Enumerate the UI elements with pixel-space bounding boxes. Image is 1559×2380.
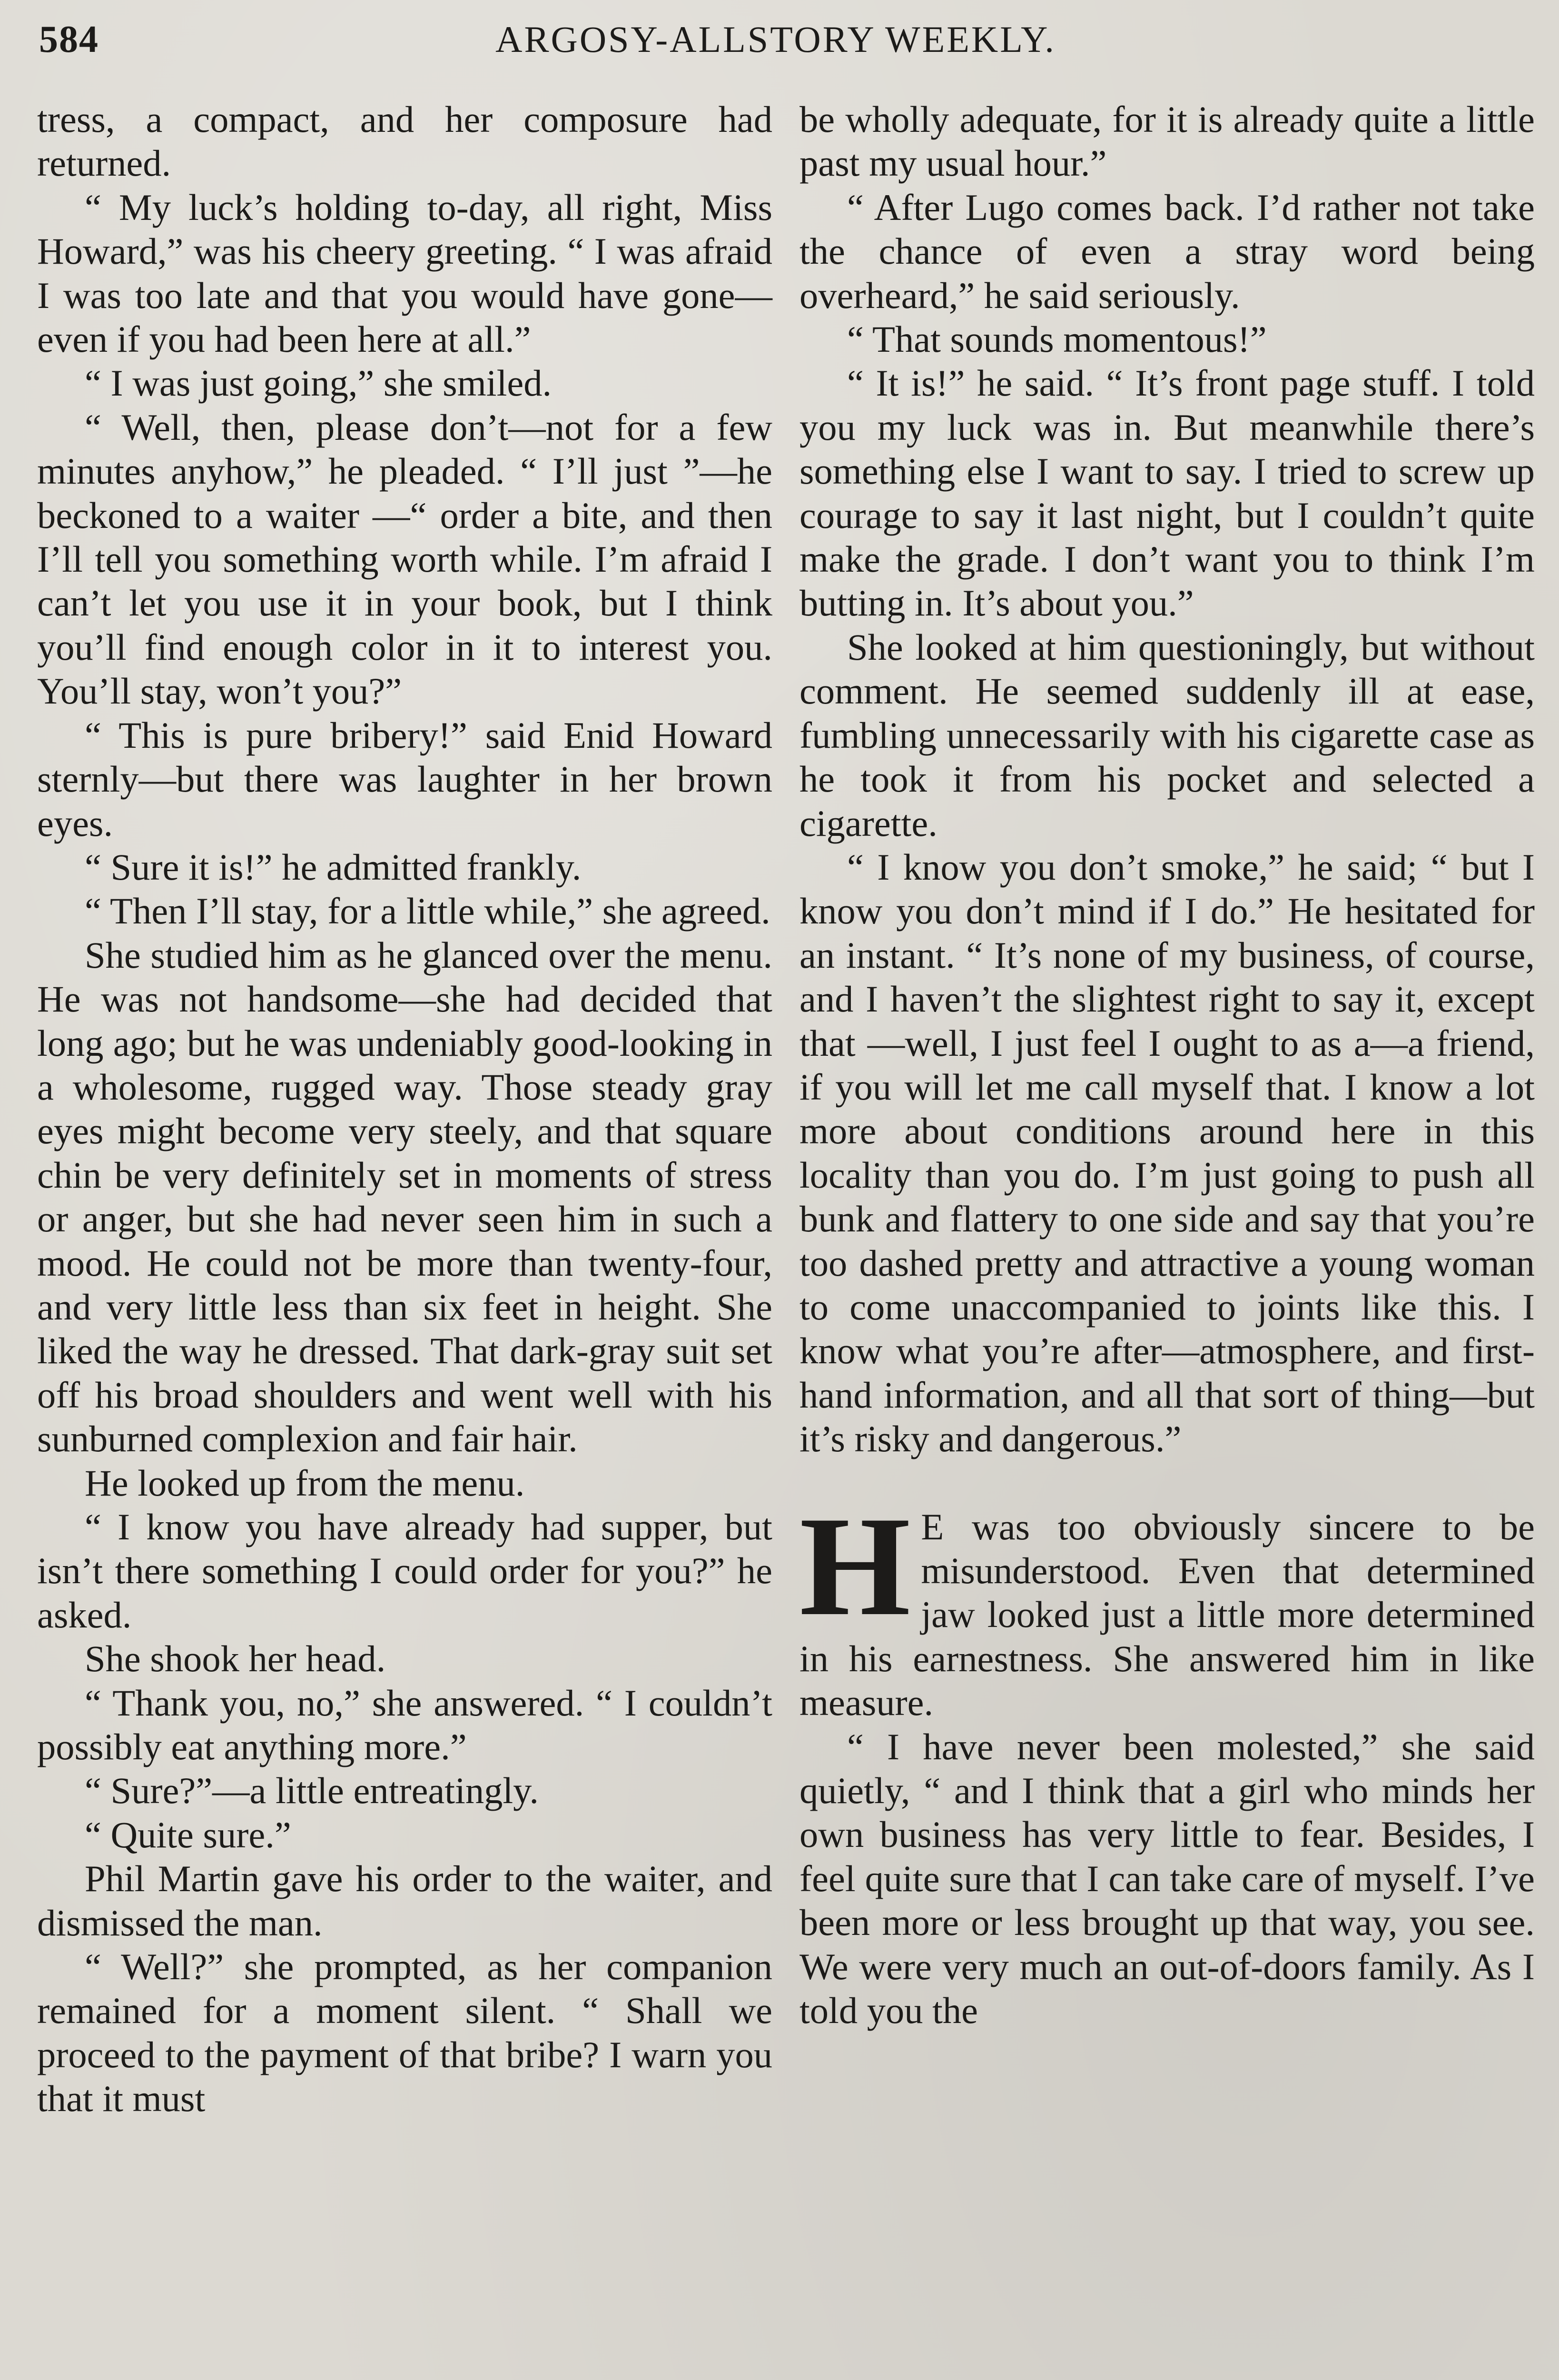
paragraph: “ I know you have already had supper, but isn’t there something I could order for you?” he asked. bbox=[37, 1506, 772, 1636]
paragraph: “ After Lugo comes back. I’d rather not take the chance of even a stray word being overheard,” he said seriously. bbox=[799, 186, 1535, 316]
paragraph: “ Then I’ll stay, for a little while,” she agreed. bbox=[85, 890, 770, 932]
page-header bbox=[29, 13, 1523, 66]
right-column bbox=[799, 98, 1535, 2033]
paragraph: She studied him as he glanced over the menu. He was not handsome—she had decided that long ago; but he was undeniably good-looking in a wholesome, rugged way. Those steady gray eyes might become very steely, and that square chin be very definitely set in moments of stress or anger, but she had never seen him in such a mood. He could not be more than twenty-four, and very little less than six feet in height. She liked the way he dressed. That dark-gray suit set off his broad shoulders and went well with his sunburned complexion and fair hair. bbox=[37, 934, 772, 1460]
page-number: 584 bbox=[39, 19, 99, 60]
paragraph: “ It is!” he said. “ It’s front page stuff. I told you my luck was in. But meanwhile there’s something else I want to say. I tried to screw up courage to say it last night, but I couldn’t quite make the grade. I don’t want you to think I’m butting in. It’s about you.” bbox=[799, 362, 1535, 624]
paragraph: “ I know you don’t smoke,” he said; “ but I know you don’t mind if I do.” He hesitated for an instant. “ It’s none of my business, of course, and I haven’t the slightest right to say it, except that —well, I just feel I ought to as a—a friend, if you will let me call myself that. I know a lot more about conditions around here in this locality than you do. I’m just going to push all bunk and flattery to one side and say that you’re too dashed pretty and attractive a young woman to come unaccompanied to joints like this. I know what you’re after—atmosphere, and first-hand information, and all that sort of thing—but it’s risky and dangerous.” bbox=[799, 846, 1535, 1460]
paragraph: “ I have never been molested,” she said quietly, “ and I think that a girl who minds her own business has very little to fear. Besides, I feel quite sure that I can take care of myself. I’ve been more or less brought up that way, you see. We were very much an out-of-doors family. As I told you the bbox=[799, 1726, 1535, 2032]
paragraph: “ Thank you, no,” she answered. “ I couldn’t possibly eat anything more.” bbox=[37, 1682, 772, 1768]
paragraph: be wholly adequate, for it is already quite a little past my usual hour.” bbox=[799, 99, 1535, 184]
paragraph: Phil Martin gave his order to the waiter, and dismissed the man. bbox=[37, 1858, 772, 1944]
section-opening-paragraph bbox=[799, 1487, 1535, 1725]
drop-cap: H bbox=[799, 1487, 911, 1645]
paragraph: He looked up from the menu. bbox=[85, 1462, 525, 1504]
paragraph: “ Sure it is!” he admitted frankly. bbox=[85, 846, 582, 888]
paragraph: She shook her head. bbox=[85, 1638, 386, 1680]
section-opening-text: E was too obviously sincere to be misunderstood. Even that determined jaw looked just a little more determined in his earnestness. She answered him in like measure. bbox=[799, 1506, 1535, 1724]
paragraph: “ Sure?”—a little entreatingly. bbox=[85, 1770, 539, 1812]
paragraph: tress, a compact, and her composure had returned. bbox=[37, 99, 772, 184]
paragraph: “ Well?” she prompted, as her companion remained for a moment silent. “ Shall we proceed to the payment of that bribe? I warn you that it must bbox=[37, 1946, 772, 2120]
paragraph: “ That sounds momentous!” bbox=[847, 318, 1267, 360]
paragraph: She looked at him questioningly, but without comment. He seemed suddenly ill at ease, fumbling unnecessarily with his cigarette case as he took it from his pocket and selected a cigarette. bbox=[799, 626, 1535, 844]
paragraph: “ Well, then, please don’t—not for a few minutes anyhow,” he pleaded. “ I’ll just ”—he beckoned to a waiter —“ order a bite, and then I’ll tell you something worth while. I’m afraid I can’t let you use it in your book, but I think you’ll find enough color in it to interest you. You’ll stay, won’t you?” bbox=[37, 406, 772, 712]
paragraph: “ I was just going,” she smiled. bbox=[85, 362, 552, 404]
paragraph: “ Quite sure.” bbox=[85, 1814, 291, 1855]
running-title: ARGOSY-ALLSTORY WEEKLY. bbox=[495, 19, 1056, 60]
left-column bbox=[37, 98, 772, 2121]
paragraph: “ My luck’s holding to-day, all right, Miss Howard,” was his cheery greeting. “ I was afraid I was too late and that you would have gone—even if you had been here at all.” bbox=[37, 186, 772, 360]
paragraph: “ This is pure bribery!” said Enid Howard sternly—but there was laughter in her brown eyes. bbox=[37, 714, 772, 844]
